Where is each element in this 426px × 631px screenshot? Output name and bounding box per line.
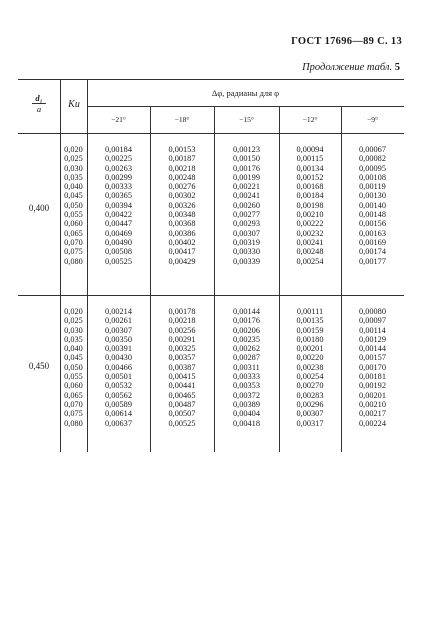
angle-header-5: −9° — [367, 115, 378, 124]
table-value: 0,00389 — [233, 399, 260, 409]
values-column-group2-angle1 — [87, 307, 150, 428]
table-value: 0,00430 — [105, 353, 132, 363]
table-value: 0,00095 — [359, 163, 386, 173]
table-value: 0,00144 — [233, 307, 260, 316]
table-value: 0,00157 — [359, 353, 386, 363]
table-value: 0,00317 — [296, 418, 324, 428]
table-value: 0,00333 — [233, 372, 260, 382]
table-value: 0,00238 — [296, 362, 324, 372]
table-value: 0,00184 — [105, 145, 132, 154]
table-value: 0,00144 — [359, 344, 386, 354]
table-value: 0,00507 — [168, 409, 196, 419]
table-value: 0,00153 — [168, 145, 196, 154]
table-value: 0,00232 — [296, 228, 324, 238]
data-table — [18, 79, 404, 452]
ku-value: 0,050 — [64, 200, 83, 210]
table-value: 0,00168 — [296, 182, 324, 192]
table-value: 0,00422 — [105, 210, 132, 220]
table-value: 0,00210 — [296, 210, 324, 220]
table-value: 0,00067 — [359, 145, 386, 154]
table-value: 0,00394 — [105, 200, 132, 210]
ku-value: 0,045 — [64, 353, 83, 363]
table-value: 0,00210 — [359, 399, 386, 409]
table-value: 0,00152 — [296, 172, 324, 182]
values-column-group2-angle5 — [341, 307, 404, 428]
ku-value: 0,020 — [64, 307, 83, 316]
header-bottom-rule — [18, 133, 404, 134]
angle-header-rule — [87, 106, 404, 107]
ku-value: 0,040 — [64, 344, 83, 354]
table-value: 0,00293 — [233, 219, 260, 229]
ku-value: 0,045 — [64, 191, 83, 201]
table-value: 0,00262 — [233, 344, 260, 354]
table-value: 0,00614 — [105, 409, 132, 419]
table-value: 0,00097 — [359, 316, 386, 326]
table-value: 0,00447 — [105, 219, 132, 229]
table-value: 0,00248 — [296, 247, 324, 257]
table-value: 0,00469 — [105, 228, 132, 238]
values-column-group2-angle4 — [279, 307, 341, 428]
table-value: 0,00135 — [296, 316, 324, 326]
table-value: 0,00111 — [296, 307, 324, 316]
table-value: 0,00311 — [233, 362, 260, 372]
table-value: 0,00386 — [168, 228, 196, 238]
table-value: 0,00441 — [168, 381, 196, 391]
values-column-group1-angle4 — [279, 145, 341, 266]
table-value: 0,00260 — [233, 200, 260, 210]
ku-value: 0,025 — [64, 154, 83, 164]
table-value: 0,00357 — [168, 353, 196, 363]
table-value: 0,00159 — [296, 325, 324, 335]
table-value: 0,00130 — [359, 191, 386, 201]
table-value: 0,00404 — [233, 409, 260, 419]
angle-header-3: −15° — [239, 115, 254, 124]
table-value: 0,00339 — [233, 256, 260, 266]
ku-value: 0,060 — [64, 381, 83, 391]
table-value: 0,00429 — [168, 256, 196, 266]
values-column-group1-angle5 — [341, 145, 404, 266]
table-value: 0,00214 — [105, 307, 132, 316]
table-value: 0,00532 — [105, 381, 132, 391]
ku-header: Kи — [68, 99, 80, 110]
table-value: 0,00235 — [233, 334, 260, 344]
table-value: 0,00415 — [168, 372, 196, 382]
table-value: 0,00372 — [233, 390, 260, 400]
table-value: 0,00508 — [105, 247, 132, 257]
table-value: 0,00082 — [359, 154, 386, 164]
table-value: 0,00402 — [168, 237, 196, 247]
table-value: 0,00222 — [296, 219, 324, 229]
ku-column-group2 — [60, 307, 87, 428]
table-value: 0,00368 — [168, 219, 196, 229]
table-value: 0,00562 — [105, 390, 132, 400]
table-value: 0,00177 — [359, 256, 386, 266]
table-value: 0,00198 — [296, 200, 324, 210]
table-value: 0,00466 — [105, 362, 132, 372]
ku-value: 0,055 — [64, 210, 83, 220]
table-value: 0,00181 — [359, 372, 386, 382]
ratio-numerator: d₁ — [32, 93, 46, 104]
table-value: 0,00307 — [296, 409, 324, 419]
ku-value: 0,075 — [64, 409, 83, 419]
page-header: ГОСТ 17696—89 С. 13 — [291, 36, 402, 47]
table-value: 0,00465 — [168, 390, 196, 400]
table-value: 0,00490 — [105, 237, 132, 247]
table-value: 0,00156 — [359, 219, 386, 229]
table-value: 0,00263 — [105, 163, 132, 173]
ku-value: 0,080 — [64, 256, 83, 266]
table-value: 0,00174 — [359, 247, 386, 257]
table-value: 0,00080 — [359, 307, 386, 316]
table-value: 0,00299 — [105, 172, 132, 182]
table-value: 0,00129 — [359, 334, 386, 344]
table-value: 0,00307 — [233, 228, 260, 238]
table-value: 0,00150 — [233, 154, 260, 164]
table-value: 0,00270 — [296, 381, 324, 391]
table-value: 0,00241 — [233, 191, 260, 201]
table-value: 0,00163 — [359, 228, 386, 238]
table-value: 0,00256 — [168, 325, 196, 335]
ku-value: 0,040 — [64, 182, 83, 192]
table-value: 0,00178 — [168, 307, 196, 316]
table-value: 0,00319 — [233, 237, 260, 247]
table-value: 0,00417 — [168, 247, 196, 257]
table-value: 0,00387 — [168, 362, 196, 372]
table-value: 0,00220 — [296, 353, 324, 363]
table-value: 0,00487 — [168, 399, 196, 409]
table-value: 0,00254 — [296, 372, 324, 382]
table-value: 0,00589 — [105, 399, 132, 409]
ku-value: 0,050 — [64, 362, 83, 372]
continuation-prefix: Продолжение табл. — [302, 62, 393, 73]
delta-phi-header: Δφ, радианы для φ — [211, 88, 280, 98]
values-column-group2-angle3 — [214, 307, 279, 428]
values-column-group1-angle3 — [214, 145, 279, 266]
table-value: 0,00326 — [168, 200, 196, 210]
table-value: 0,00348 — [168, 210, 196, 220]
ratio-header — [18, 93, 60, 115]
table-value: 0,00333 — [105, 182, 132, 192]
table-value: 0,00276 — [168, 182, 196, 192]
table-value: 0,00225 — [105, 154, 132, 164]
table-value: 0,00325 — [168, 344, 196, 354]
table-value: 0,00114 — [359, 325, 386, 335]
table-value: 0,00140 — [359, 200, 386, 210]
ku-value: 0,065 — [64, 228, 83, 238]
table-value: 0,00277 — [233, 210, 260, 220]
ku-value: 0,025 — [64, 316, 83, 326]
ku-value: 0,070 — [64, 399, 83, 409]
angle-header-2: −18° — [174, 115, 190, 124]
continuation-label — [302, 62, 400, 73]
ku-value: 0,080 — [64, 418, 83, 428]
table-value: 0,00176 — [233, 163, 260, 173]
table-value: 0,00287 — [233, 353, 260, 363]
table-value: 0,00119 — [359, 182, 386, 192]
table-value: 0,00123 — [233, 145, 260, 154]
table-number: 5 — [394, 62, 400, 73]
table-value: 0,00218 — [168, 163, 196, 173]
table-value: 0,00291 — [168, 334, 196, 344]
table-value: 0,00192 — [359, 381, 386, 391]
table-value: 0,00391 — [105, 344, 132, 354]
table-top-rule — [18, 79, 404, 80]
ratio-denominator: a — [36, 104, 42, 114]
table-value: 0,00115 — [296, 154, 324, 164]
table-value: 0,00218 — [168, 316, 196, 326]
table-value: 0,00169 — [359, 237, 386, 247]
table-value: 0,00418 — [233, 418, 260, 428]
table-value: 0,00525 — [105, 256, 132, 266]
ku-value: 0,060 — [64, 219, 83, 229]
table-value: 0,00307 — [105, 325, 132, 335]
ku-column-group1 — [60, 145, 87, 266]
table-value: 0,00330 — [233, 247, 260, 257]
table-value: 0,00283 — [296, 390, 324, 400]
ku-value: 0,065 — [64, 390, 83, 400]
ku-value: 0,035 — [64, 172, 83, 182]
values-column-group1-angle2 — [150, 145, 214, 266]
ku-value: 0,020 — [64, 145, 83, 154]
table-value: 0,00302 — [168, 191, 196, 201]
table-value: 0,00108 — [359, 172, 386, 182]
table-value: 0,00525 — [168, 418, 196, 428]
table-value: 0,00353 — [233, 381, 260, 391]
group-divider-rule — [18, 295, 404, 296]
table-value: 0,00241 — [296, 237, 324, 247]
ku-value: 0,030 — [64, 325, 83, 335]
ku-value: 0,030 — [64, 163, 83, 173]
table-value: 0,00296 — [296, 399, 324, 409]
table-value: 0,00350 — [105, 334, 132, 344]
table-value: 0,00184 — [296, 191, 324, 201]
table-value: 0,00217 — [359, 409, 386, 419]
table-value: 0,00176 — [233, 316, 260, 326]
table-value: 0,00501 — [105, 372, 132, 382]
table-value: 0,00148 — [359, 210, 386, 220]
table-value: 0,00094 — [296, 145, 324, 154]
table-value: 0,00134 — [296, 163, 324, 173]
ku-value: 0,055 — [64, 372, 83, 382]
table-value: 0,00187 — [168, 154, 196, 164]
angle-header-4: −12° — [302, 115, 318, 124]
values-column-group2-angle2 — [150, 307, 214, 428]
values-column-group1-angle1 — [87, 145, 150, 266]
group-label-1: 0,400 — [28, 203, 50, 213]
table-value: 0,00199 — [233, 172, 260, 182]
table-value: 0,00180 — [296, 334, 324, 344]
table-value: 0,00254 — [296, 256, 324, 266]
ku-value: 0,070 — [64, 237, 83, 247]
group-label-2: 0,450 — [28, 361, 50, 371]
ku-value: 0,035 — [64, 334, 83, 344]
table-value: 0,00221 — [233, 182, 260, 192]
angle-header-1: −21° — [111, 115, 126, 124]
table-value: 0,00248 — [168, 172, 196, 182]
table-value: 0,00224 — [359, 418, 386, 428]
table-value: 0,00365 — [105, 191, 132, 201]
table-value: 0,00637 — [105, 418, 132, 428]
table-value: 0,00201 — [296, 344, 324, 354]
table-value: 0,00206 — [233, 325, 260, 335]
table-value: 0,00261 — [105, 316, 132, 326]
ku-value: 0,075 — [64, 247, 83, 257]
table-value: 0,00201 — [359, 390, 386, 400]
table-value: 0,00170 — [359, 362, 386, 372]
